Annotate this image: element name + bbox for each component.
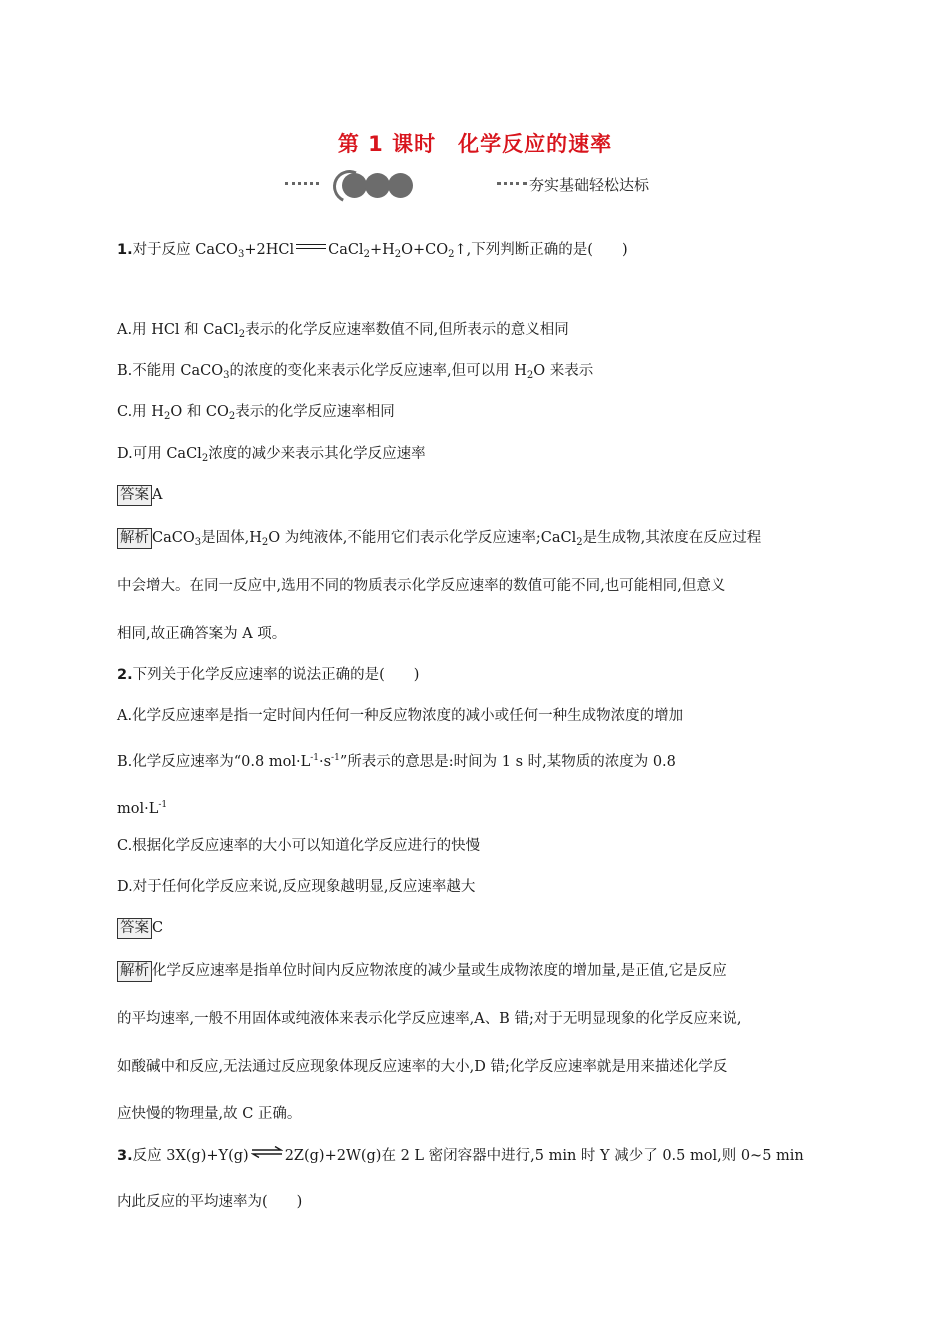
- section-banner: [285, 170, 675, 200]
- lesson-title: 第 1 课时 化学反应的速率: [337, 132, 613, 156]
- question-3-stem-cont: 内此反应的平均速率为( ): [117, 1194, 303, 1210]
- question-2-option-b-cont: $mol\cdot L^{-1}$: [117, 800, 168, 817]
- circle-decoration: [365, 173, 390, 198]
- reversible-arrow-icon: [251, 1148, 283, 1158]
- question-2-option-c: C.根据化学反应速率的大小可以知道化学反应进行的快慢: [117, 838, 481, 854]
- analysis-text: 的平均速率,一般不用固体或纯液体来表示化学反应速率,A、B 错;对于无明显现象的化学反应来说,: [117, 1011, 742, 1027]
- question-1-stem: 1.对于反应 CaCO$_3$+2HCl $CaCl_2+H_2O+CO_2↑$,下列判断正确的是( ): [117, 242, 628, 260]
- answer-tag: 答案: [117, 918, 152, 939]
- analysis-tag: 解析: [117, 961, 152, 982]
- dotted-line-left: [285, 182, 319, 185]
- question-2-analysis: 解析 化学反应速率是指单位时间内反应物浓度的减少量或生成物浓度的增加量,是正值,它是反应: [117, 961, 727, 982]
- analysis-tag: 解析: [117, 528, 152, 549]
- dotted-line-right: [497, 182, 527, 185]
- question-1-option-d: D.可用 CaCl$_2$浓度的减少来表示其化学反应速率: [117, 446, 426, 464]
- question-2-answer: 答案 C: [117, 918, 163, 939]
- question-2-stem: 2.下列关于化学反应速率的说法正确的是( ): [117, 667, 420, 683]
- equals-sign-icon: [296, 242, 326, 252]
- analysis-text: 应快慢的物理量,故 C 正确。: [117, 1106, 302, 1122]
- question-2-option-a: A.化学反应速率是指一定时间内任何一种反应物浓度的减小或任何一种生成物浓度的增加: [117, 708, 684, 724]
- analysis-text: 如酸碱中和反应,无法通过反应现象体现反应速率的大小,D 错;化学反应速率就是用来描述化学反: [117, 1059, 728, 1075]
- banner-label: 夯实基础轻松达标: [529, 176, 650, 194]
- question-1-option-b: B.不能用 CaCO$_3$的浓度的变化来表示化学反应速率,但可以用 $H_2O$ 来表示: [117, 363, 594, 381]
- answer-tag: 答案: [117, 485, 152, 506]
- question-1-analysis: 解析 CaCO$_3$是固体$,H_2O$ 为纯液体,不能用它们表示化学反应速率;CaCl$_2$是生成物,其浓度在反应过程: [117, 528, 761, 553]
- analysis-text: 中会增大。在同一反应中,选用不同的物质表示化学反应速率的数值可能不同,也可能相同,但意义: [117, 578, 726, 594]
- question-1-option-c: C.用 $H_2O$ 和 $CO_2$表示的化学反应速率相同: [117, 404, 395, 422]
- circle-decoration: [388, 173, 413, 198]
- question-2-option-b: B.化学反应速率为“0.8 $mol\cdot L^{-1}\cdot s^{-1}$”所表示的意思是:时间为 1 s 时,某物质的浓度为 0.8: [117, 753, 676, 770]
- question-1-answer: 答案 A: [117, 485, 162, 506]
- analysis-text: 相同,故正确答案为 A 项。: [117, 626, 287, 642]
- circle-decoration: [342, 173, 367, 198]
- question-2-option-d: D.对于任何化学反应来说,反应现象越明显,反应速率越大: [117, 879, 476, 895]
- question-1-option-a: A.用 HCl 和 CaCl$_2$表示的化学反应速率数值不同,但所表示的意义相同: [117, 322, 569, 340]
- question-3-stem: 3.反应 3X(g)+Y(g) 2Z(g)+2W(g)在 2 L 密闭容器中进行,5 min 时 Y 减少了 0.5 mol,则 0~5 min: [117, 1148, 804, 1164]
